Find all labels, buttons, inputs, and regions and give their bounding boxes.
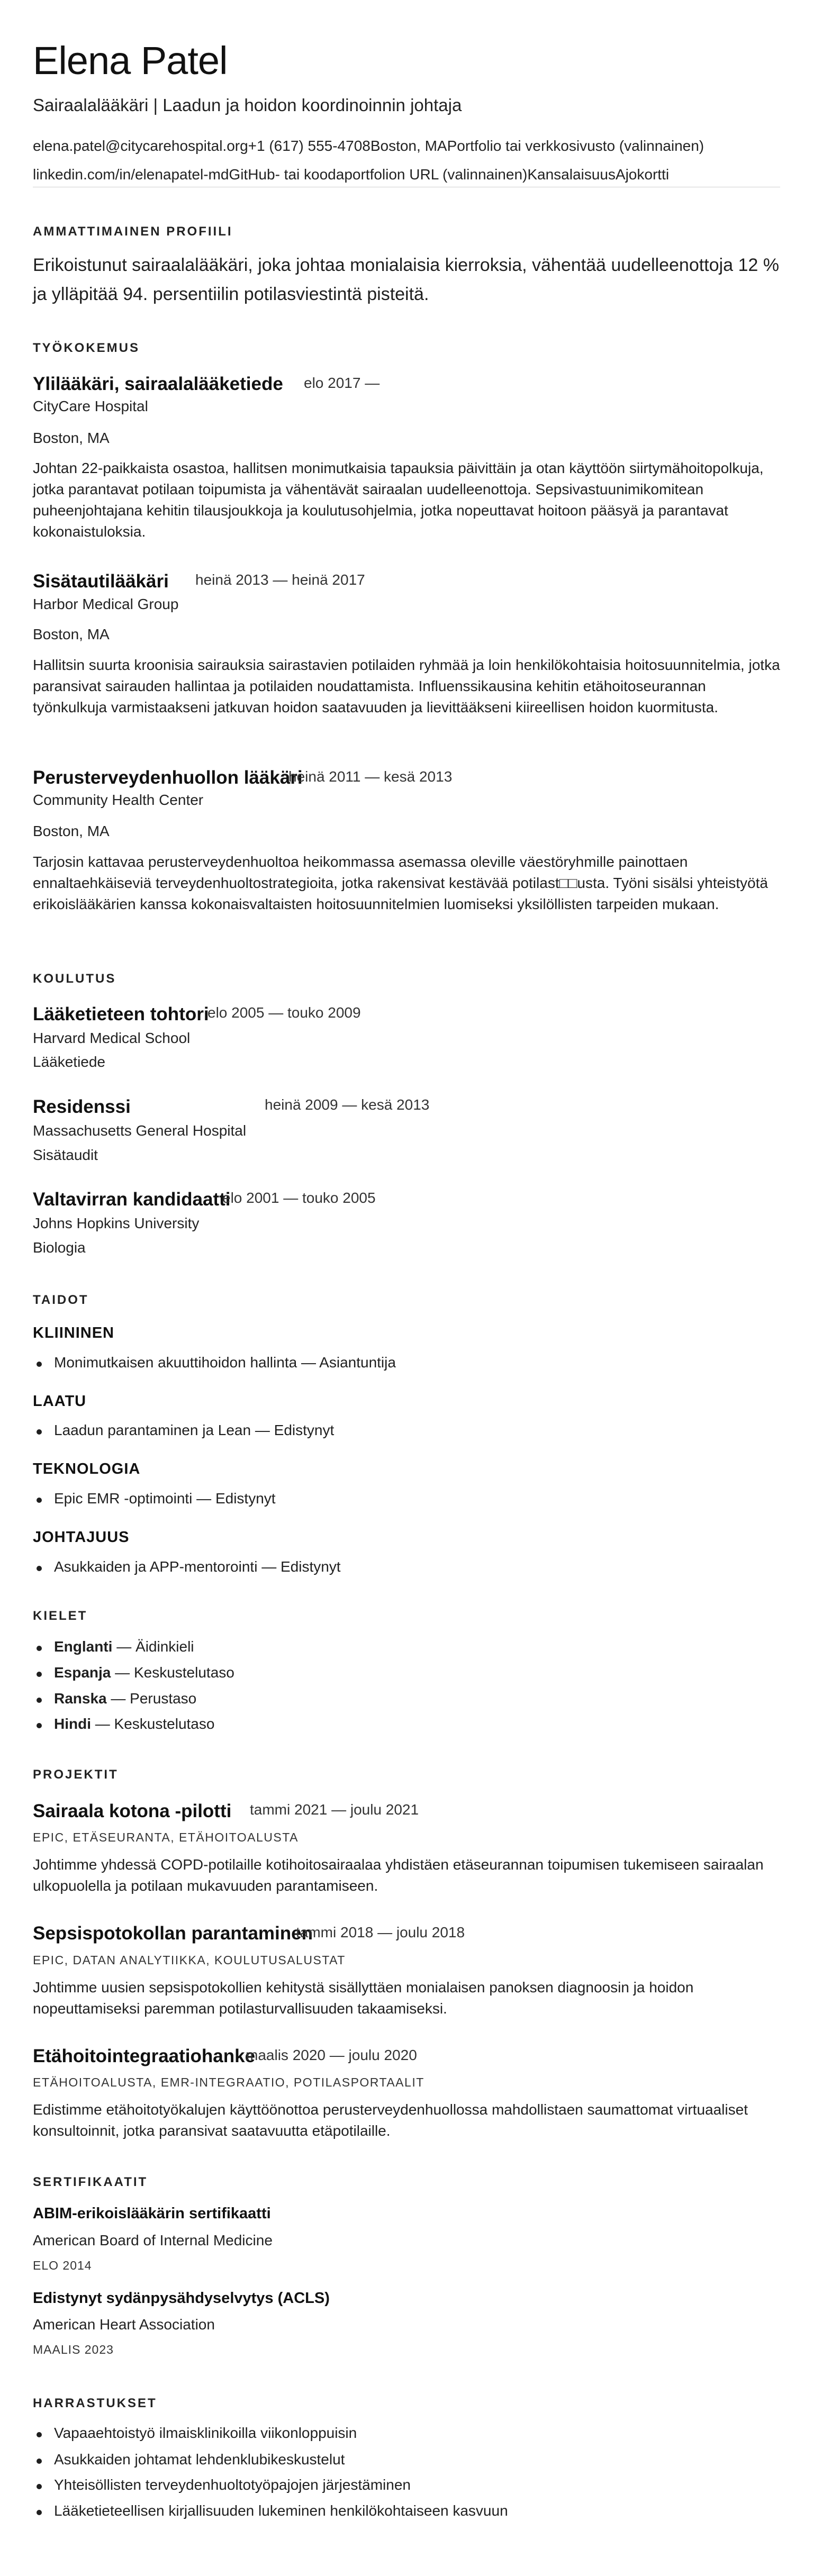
project-tags: EPIC, DATAN ANALYTIIKKA, KOULUTUSALUSTAT (33, 1953, 346, 1967)
interest-item: Vapaaehtoistyö ilmaisklinikoilla viikonloppuisin (54, 2425, 357, 2441)
language-item (54, 1638, 194, 1655)
interest-item: Asukkaiden johtamat lehdenklubikeskustelut (54, 2451, 345, 2468)
skill-item: Laadun parantaminen ja Lean — Edistynyt (54, 1422, 335, 1438)
job-title: Sisätautilääkäri (33, 571, 169, 592)
project-title: Etähoitointegraatiohanke (33, 2046, 256, 2066)
job-title: Ylilääkäri, sairaalalääketiede (33, 374, 283, 394)
job-description: Hallitsin suurta kroonisia sairauksia sairastavien potilaiden ryhmää ja loin henkilökohtaisia hoitosuunnitelmia, jotka paransivat sairauden hallintaa ja potilaiden noudattamista. Influenssikausina kehitin etähoitoseurannan työnkulkuja varmistaakseni jatkuvan hoidon saatavuuden ja lievittääkseni kiireellisen hoidon kuormitusta. (33, 657, 780, 715)
project-title: Sepsispotokollan parantaminen (33, 1923, 313, 1944)
interest-item: Yhteisöllisten terveydenhuoltotyöpajojen järjestäminen (54, 2477, 411, 2493)
language-item (54, 1664, 234, 1681)
employer: CityCare Hospital (33, 398, 148, 414)
certification-issuer: American Board of Internal Medicine (33, 2232, 273, 2248)
field-of-study: Lääketiede (33, 1054, 106, 1070)
section-heading-experience: TYÖKOKEMUS (33, 341, 140, 355)
skill-item: Asukkaiden ja APP-mentorointi — Edistynyt (54, 1558, 341, 1575)
skill-category: LAATU (33, 1393, 87, 1410)
certification-date: ELO 2014 (33, 2258, 92, 2272)
section-heading-education: KOULUTUS (33, 972, 116, 986)
language-name: Hindi (54, 1716, 91, 1732)
project-title: Sairaala kotona -pilotti (33, 1801, 232, 1821)
degree-title: Valtavirran kandidaatti (33, 1189, 231, 1210)
job-description: Johtan 22-paikkaista osastoa, hallitsen monimutkaisia tapauksia päivittäin ja otan käyttöön siirtymähoitopolkuja, jotka parantavat potilaan toipumista ja vähentävät sairaalan uudelleenottoja. Sepsivastuunimikomitean puheenjohtajana kehitin tilausjoukkoja ja koulutusohjelmia, jotka nopeuttavat hoitoon pääsyä ja parantavat kokonaistuloksia. (33, 460, 764, 540)
certification-date: MAALIS 2023 (33, 2343, 114, 2356)
skill-item: Epic EMR -optimointi — Edistynyt (54, 1490, 276, 1507)
skill-category: KLIININEN (33, 1325, 114, 1341)
certification-issuer: American Heart Association (33, 2316, 215, 2333)
job-dates: heinä 2013 — heinä 2017 (195, 572, 365, 588)
section-heading-profile: AMMATTIMAINEN PROFIILI (33, 224, 233, 239)
education-dates: elo 2005 — touko 2009 (207, 1004, 361, 1021)
job-description: Tarjosin kattavaa perusterveydenhuoltoa heikommassa asemassa oleville väestöryhmille painottaen ennaltaehkäiseviä terveydenhuoltostrategioita, jotka rakensivat kestävää potilast□□usta. Työni sisälsi yhteistyötä erikoislääkärien kanssa kokonaisvaltaisten hoitosuunnitelmien luomiseksi yksilöllisten tarpeiden mukaan. (33, 854, 768, 912)
headline: Sairaalalääkäri | Laadun ja hoidon koordinoinnin johtaja (33, 95, 462, 115)
field-of-study: Sisätaudit (33, 1147, 98, 1163)
section-heading-languages: KIELET (33, 1609, 88, 1623)
section-heading-certifications: SERTIFIKAATIT (33, 2175, 148, 2189)
language-level: — Äidinkieli (112, 1638, 194, 1655)
skill-category: TEKNOLOGIA (33, 1461, 141, 1477)
degree-title: Lääketieteen tohtori (33, 1004, 209, 1024)
section-heading-skills: TAIDOT (33, 1293, 89, 1307)
section-heading-projects: PROJEKTIT (33, 1767, 119, 1782)
profile-summary: Erikoistunut sairaalalääkäri, joka johtaa monialaisia kierroksia, vähentää uudelleenottoja 12 % ja ylläpitää 94. persentiilin potilasviestintä pisteitä. (33, 255, 779, 304)
employer: Harbor Medical Group (33, 596, 179, 612)
project-dates: maalis 2020 — joulu 2020 (246, 2047, 417, 2063)
job-location: Boston, MA (33, 430, 110, 446)
project-tags: EPIC, ETÄSEURANTA, ETÄHOITOALUSTA (33, 1830, 299, 1844)
education-dates: elo 2001 — touko 2005 (222, 1190, 376, 1206)
field-of-study: Biologia (33, 1239, 86, 1256)
degree-title: Residenssi (33, 1096, 131, 1117)
language-level: — Keskustelutaso (111, 1664, 234, 1681)
contact-line-2: linkedin.com/in/elenapatel-mdGitHub- tai koodaportfolion URL (valinnainen)KansalaisuusAjokortti (33, 166, 670, 183)
project-tags: ETÄHOITOALUSTA, EMR-INTEGRAATIO, POTILASPORTAALIT (33, 2075, 424, 2089)
job-dates: heinä 2011 — kesä 2013 (288, 768, 453, 785)
candidate-name: Elena Patel (33, 39, 228, 83)
certification-title: Edistynyt sydänpysähdyselvytys (ACLS) (33, 2290, 330, 2307)
certification-title: ABIM-erikoislääkärin sertifikaatti (33, 2205, 271, 2222)
project-dates: tammi 2018 — joulu 2018 (296, 1924, 465, 1940)
language-name: Englanti (54, 1638, 113, 1655)
job-dates: elo 2017 — (304, 375, 380, 391)
project-dates: tammi 2021 — joulu 2021 (250, 1801, 419, 1818)
language-name: Ranska (54, 1690, 107, 1707)
school: Massachusetts General Hospital (33, 1122, 247, 1139)
language-item (54, 1690, 196, 1707)
skill-item: Monimutkaisen akuuttihoidon hallinta — Asiantuntija (54, 1354, 396, 1371)
job-location: Boston, MA (33, 626, 110, 642)
language-item (54, 1716, 214, 1733)
interest-item: Lääketieteellisen kirjallisuuden lukeminen henkilökohtaiseen kasvuun (54, 2502, 508, 2519)
language-name: Espanja (54, 1664, 111, 1681)
contact-line-1: elena.patel@citycarehospital.org+1 (617) 555-4708Boston, MAPortfolio tai verkkosivusto (valinnainen) (33, 138, 704, 154)
employer: Community Health Center (33, 792, 204, 808)
job-location: Boston, MA (33, 823, 110, 839)
school: Harvard Medical School (33, 1030, 191, 1046)
job-title: Perusterveydenhuollon lääkäri (33, 767, 303, 788)
language-level: — Perustaso (106, 1690, 197, 1707)
education-dates: heinä 2009 — kesä 2013 (265, 1096, 430, 1113)
section-heading-interests: HARRASTUKSET (33, 2396, 157, 2410)
project-description: Edistimme etähoitotyökalujen käyttöönottoa perusterveydenhuollossa mahdollistaen saumattomat virtuaaliset konsultoinnit, jotka paransivat saatavuutta etäpotilaille. (33, 2101, 748, 2139)
language-level: — Keskustelutaso (91, 1716, 215, 1732)
project-description: Johtimme yhdessä COPD-potilaille kotihoitosairaalaa yhdistäen etäseurannan toipumisen tukemiseen sairaalan ulkopuolella ja potilaan mukavuuden parantamiseen. (33, 1856, 764, 1894)
project-description: Johtimme uusien sepsispotokollien kehitystä sisällyttäen monialaisen panoksen diagnoosin ja hoidon nopeuttamiseksi paremman potilasturvallisuuden takaamiseksi. (33, 1979, 694, 2017)
skill-category: JOHTAJUUS (33, 1529, 130, 1546)
school: Johns Hopkins University (33, 1215, 200, 1231)
